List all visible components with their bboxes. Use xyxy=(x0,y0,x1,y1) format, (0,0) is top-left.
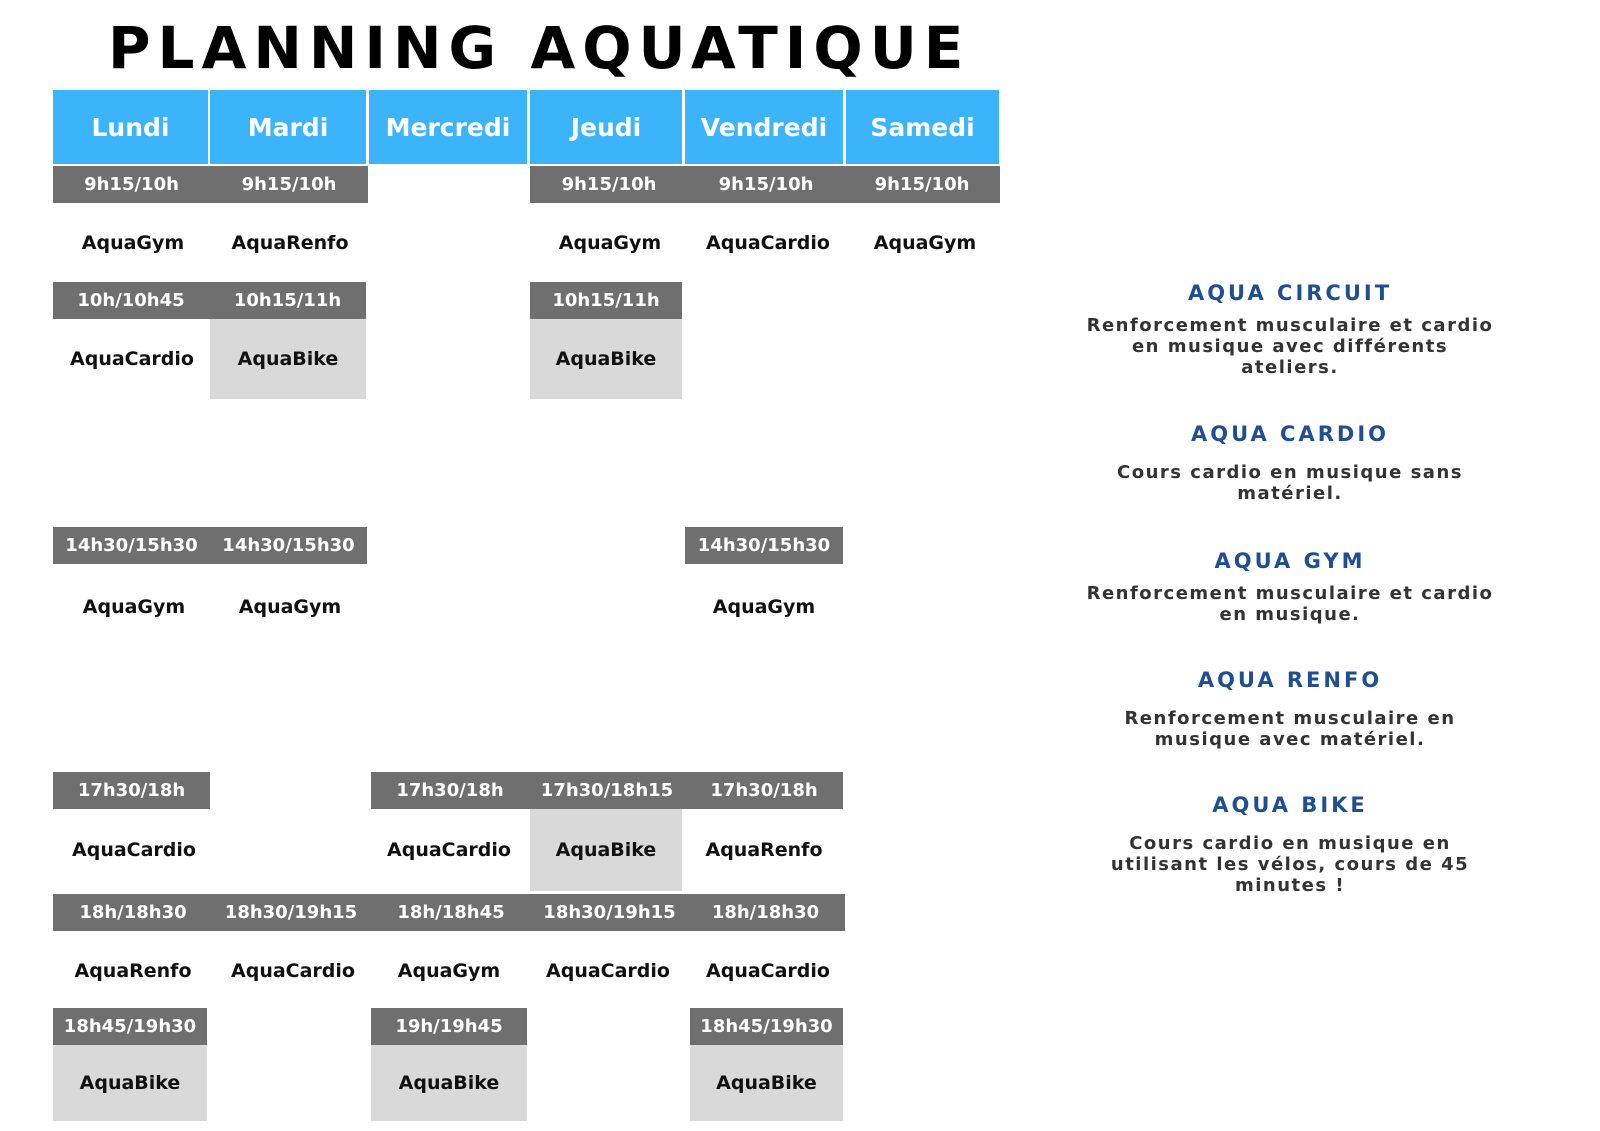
legend-description: Renforcement musculaire et cardio en musique. xyxy=(1086,583,1494,625)
course-mercredi: AquaCardio xyxy=(387,839,511,861)
course-lundi: AquaGym xyxy=(81,232,185,254)
course-lundi: AquaGym xyxy=(82,596,186,618)
course-vendredi: AquaCardio xyxy=(706,960,830,982)
course-vendredi: AquaGym xyxy=(712,596,816,618)
legend-title: AQUA BIKE xyxy=(1212,793,1368,817)
time-slot-jeudi: 10h15/11h xyxy=(530,282,682,319)
course-vendredi: AquaCardio xyxy=(706,232,830,254)
time-slot-vendredi: 18h45/19h30 xyxy=(690,1008,843,1045)
time-slot-mercredi: 17h30/18h xyxy=(396,780,504,801)
time-slot-lundi: 18h45/19h30 xyxy=(53,1008,207,1045)
legend-description: Cours cardio en musique sans matériel. xyxy=(1117,462,1463,504)
time-slot-lundi: 17h30/18h xyxy=(53,772,210,809)
time-slot-mercredi: 19h/19h45 xyxy=(371,1008,527,1045)
day-header-mardi: Mardi xyxy=(210,90,366,164)
course-lundi: AquaRenfo xyxy=(74,960,192,982)
day-header-mercredi: Mercredi xyxy=(369,90,527,164)
course-mercredi: AquaGym xyxy=(397,960,501,982)
legend-aqua-cardio xyxy=(1080,422,1500,504)
legend-description: Renforcement musculaire et cardio en musique avec différents ateliers. xyxy=(1086,315,1494,378)
legend-description: Renforcement musculaire en musique avec matériel. xyxy=(1124,708,1456,750)
course-lundi: AquaCardio xyxy=(70,348,194,370)
day-header-samedi: Samedi xyxy=(846,90,999,164)
legend-aqua-bike xyxy=(1080,793,1500,896)
legend-title: AQUA RENFO xyxy=(1197,668,1383,692)
time-slot-samedi: 9h15/10h xyxy=(874,174,970,195)
time-slot-mardi: 10h15/11h xyxy=(233,290,342,311)
page-title: PLANNING AQUATIQUE xyxy=(108,14,971,82)
course-vendredi: AquaBike xyxy=(690,1045,843,1121)
time-slot-band xyxy=(53,894,845,931)
time-slot-vendredi: 14h30/15h30 xyxy=(685,527,843,564)
course-samedi: AquaGym xyxy=(873,232,977,254)
course-jeudi: AquaBike xyxy=(530,809,682,891)
time-slot-lundi: 18h/18h30 xyxy=(79,902,187,923)
time-slot-band xyxy=(53,527,367,564)
course-mardi: AquaGym xyxy=(238,596,342,618)
course-jeudi: AquaCardio xyxy=(546,960,670,982)
time-slot-jeudi: 18h30/19h15 xyxy=(543,902,676,923)
time-slot-band xyxy=(53,282,366,319)
course-jeudi: AquaGym xyxy=(558,232,662,254)
course-mardi: AquaRenfo xyxy=(231,232,349,254)
course-jeudi: AquaBike xyxy=(530,319,682,399)
course-mercredi: AquaBike xyxy=(371,1045,527,1121)
time-slot-vendredi: 9h15/10h xyxy=(718,174,814,195)
time-slot-vendredi: 18h/18h30 xyxy=(711,902,820,923)
day-header-lundi: Lundi xyxy=(53,90,208,164)
course-lundi: AquaCardio xyxy=(72,839,196,861)
course-lundi: AquaBike xyxy=(53,1045,207,1121)
time-slot-jeudi: 9h15/10h xyxy=(561,174,657,195)
course-mardi: AquaBike xyxy=(210,319,366,399)
legend-aqua-gym xyxy=(1080,549,1500,625)
time-slot-mardi: 14h30/15h30 xyxy=(222,535,355,556)
course-vendredi: AquaRenfo xyxy=(705,839,823,861)
time-slot-band xyxy=(53,166,368,203)
time-slot-mardi: 9h15/10h xyxy=(241,174,337,195)
legend-description: Cours cardio en musique en utilisant les vélos, cours de 45 minutes ! xyxy=(1110,833,1470,896)
time-slot-jeudi: 17h30/18h15 xyxy=(540,780,674,801)
time-slot-lundi: 9h15/10h xyxy=(84,174,179,195)
legend-title: AQUA CARDIO xyxy=(1190,422,1389,446)
legend-aqua-renfo xyxy=(1080,668,1500,750)
course-mardi: AquaCardio xyxy=(231,960,355,982)
time-slot-mercredi: 18h/18h45 xyxy=(397,902,505,923)
time-slot-mardi: 18h30/19h15 xyxy=(224,902,358,923)
time-slot-vendredi: 17h30/18h xyxy=(710,780,818,801)
legend-title: AQUA GYM xyxy=(1214,549,1366,573)
time-slot-lundi: 14h30/15h30 xyxy=(65,535,198,556)
legend-aqua-circuit xyxy=(1080,281,1500,378)
time-slot-band xyxy=(530,166,1000,203)
legend-title: AQUA CIRCUIT xyxy=(1187,281,1393,305)
day-header-vendredi: Vendredi xyxy=(685,90,843,164)
time-slot-band xyxy=(371,772,843,809)
day-header-jeudi: Jeudi xyxy=(530,90,682,164)
time-slot-lundi: 10h/10h45 xyxy=(77,290,185,311)
